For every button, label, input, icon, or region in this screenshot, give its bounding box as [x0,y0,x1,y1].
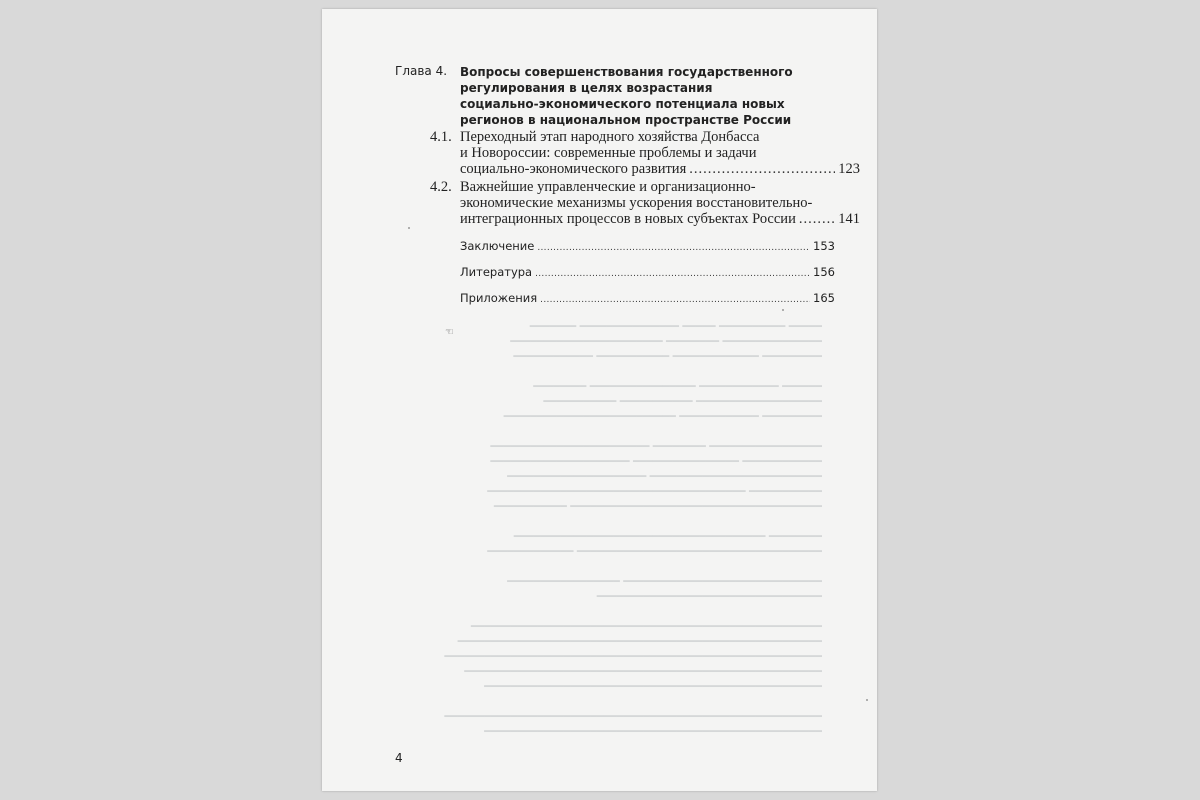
scan-speck [866,699,868,701]
toc-entry-appendices[interactable] [460,291,835,305]
page-number: 153 [813,239,835,253]
chapter-title-line: Вопросы совершенствования государственного [460,65,793,79]
dot-leader [540,295,810,305]
section-last-line [460,161,860,177]
entry-label: Приложения [460,291,538,305]
bleed-through-text: ━━━━━ ━━━━━━━━━━ ━━━━━ ━━━━━━━━━━━━━━━ ━━━━━━━ ━━━━━━━━━━━━━━━ ━━━━━━━━ ━━━━━━━━━━━━━━━━━━━━━━━ ━━━━━━━━━ ━━━━━━━━━━━━━ ━━━━━━━━━━━ ━━━━━━━━━━━━ ━━━━━━ ━━━━━━━━━━━━ ━━━━━━━━━━━━━━━━ ━━━━━━━━ ━━━━━━━━━━━━━━━━━━━ ━━━━━━━━━━━ ━━━━━━━━━━━ ━━━━━━━━━ ━━━━━━━━━━━━ ━━━━━━━━━━━━━━━━━━━━━━━━━━ ━━━━━━━━━━━━━━━━━ ━━━━━━━━ ━━━━━━━━━━━━━━━━━━━━━━━━ ━━━━━━━━━━━━ ━━━━━━━━━━━━━━━━ ━━━━━━━━━━━━━━━━━━━━━ ━━━━━━━━━━━━━━━━━━━━━━━━━━ ━━━━━━━━━━━━━━━━━━━━━ ━━━━━━━━━━━ ━━━━━━━━━━━━━━━━━━━━━━━━━━━━━━━━━━━━━━━ ━━━━━━━━━━━━━━━━━━━━━━━━━━━━━━━━━━━━━━ ━━━━━━━━━━━ ━━━━━━━━ ━━━━━━━━━━━━━━━━━━━━━━━━━━━━━━━━━━━━━━ ━━━━━━━━━━━━━━━━━━━━━━━━━━━━━━━━━━━━━ ━━━━━━━━━━━━━ ━━━━━━━━━━━━━━━━━━━━━━━━━━━━━━ ━━━━━━━━━━━━━━━━━ ━━━━━━━━━━━━━━━━━━━━━━━━━━━━━━━━━━ ━━━━━━━━━━━━━━━━━━━━━━━━━━━━━━━━━━━━━━━━━━━━━━━━━━━━━ ━━━━━━━━━━━━━━━━━━━━━━━━━━━━━━━━━━━━━━━━━━━━━━━━━━━━━━━ ━━━━━━━━━━━━━━━━━━━━━━━━━━━━━━━━━━━━━━━━━━━━━━━━━━━━━━━━━ ━━━━━━━━━━━━━━━━━━━━━━━━━━━━━━━━━━━━━━━━━━━━━━━━━━━━━━ ━━━━━━━━━━━━━━━━━━━━━━━━━━━━━━━━━━━━━━━━━━━━━━━━━━━ ━━━━━━━━━━━━━━━━━━━━━━━━━━━━━━━━━━━━━━━━━━━━━━━━━━━━━━━━━ ━━━━━━━━━━━━━━━━━━━━━━━━━━━━━━━━━━━━━━━━━━━━━━━━━━━ [444,320,822,738]
scan-speck [408,227,410,229]
entry-label: Литература [460,265,533,279]
chapter-title-line: социально-экономического потенциала новых [460,97,785,111]
section-number: 4.2. [430,179,452,195]
toc-entry-conclusion[interactable] [460,239,835,253]
section-title [460,179,860,227]
section-number: 4.1. [430,129,452,145]
section-title-line: экономические механизмы ускорения восстановительно- [460,195,813,211]
page-number: 165 [813,291,835,305]
section-last-line [460,211,860,227]
chapter-title [460,64,800,128]
section-title [460,129,860,177]
toc-entry-literature[interactable] [460,265,835,279]
chapter-title-line: регулирования в целях возрастания [460,81,713,95]
entry-label: Заключение [460,239,535,253]
section-title-line: и Новороссии: современные проблемы и задачи [460,145,757,161]
dot-leader [535,269,810,279]
dot-leader [689,161,835,177]
dot-leader [799,211,835,227]
dot-leader [537,243,810,253]
scan-speck [782,309,784,311]
hand-cursor-icon: ☜ [445,327,454,338]
book-page [322,9,877,791]
page-number: 156 [813,265,835,279]
section-title-line: социально-экономического развития [460,161,687,177]
chapter-label: Глава 4. [395,64,448,78]
page-folio: 4 [395,751,403,765]
page-number: 123 [838,161,860,177]
section-title-line: Важнейшие управленческие и организационно- [460,179,756,195]
section-title-line: интеграционных процессов в новых субъектах России [460,211,796,227]
page-number: 141 [838,211,860,227]
section-title-line: Переходный этап народного хозяйства Донбасса [460,129,760,145]
chapter-title-line: регионов в национальном пространстве России [460,113,792,127]
